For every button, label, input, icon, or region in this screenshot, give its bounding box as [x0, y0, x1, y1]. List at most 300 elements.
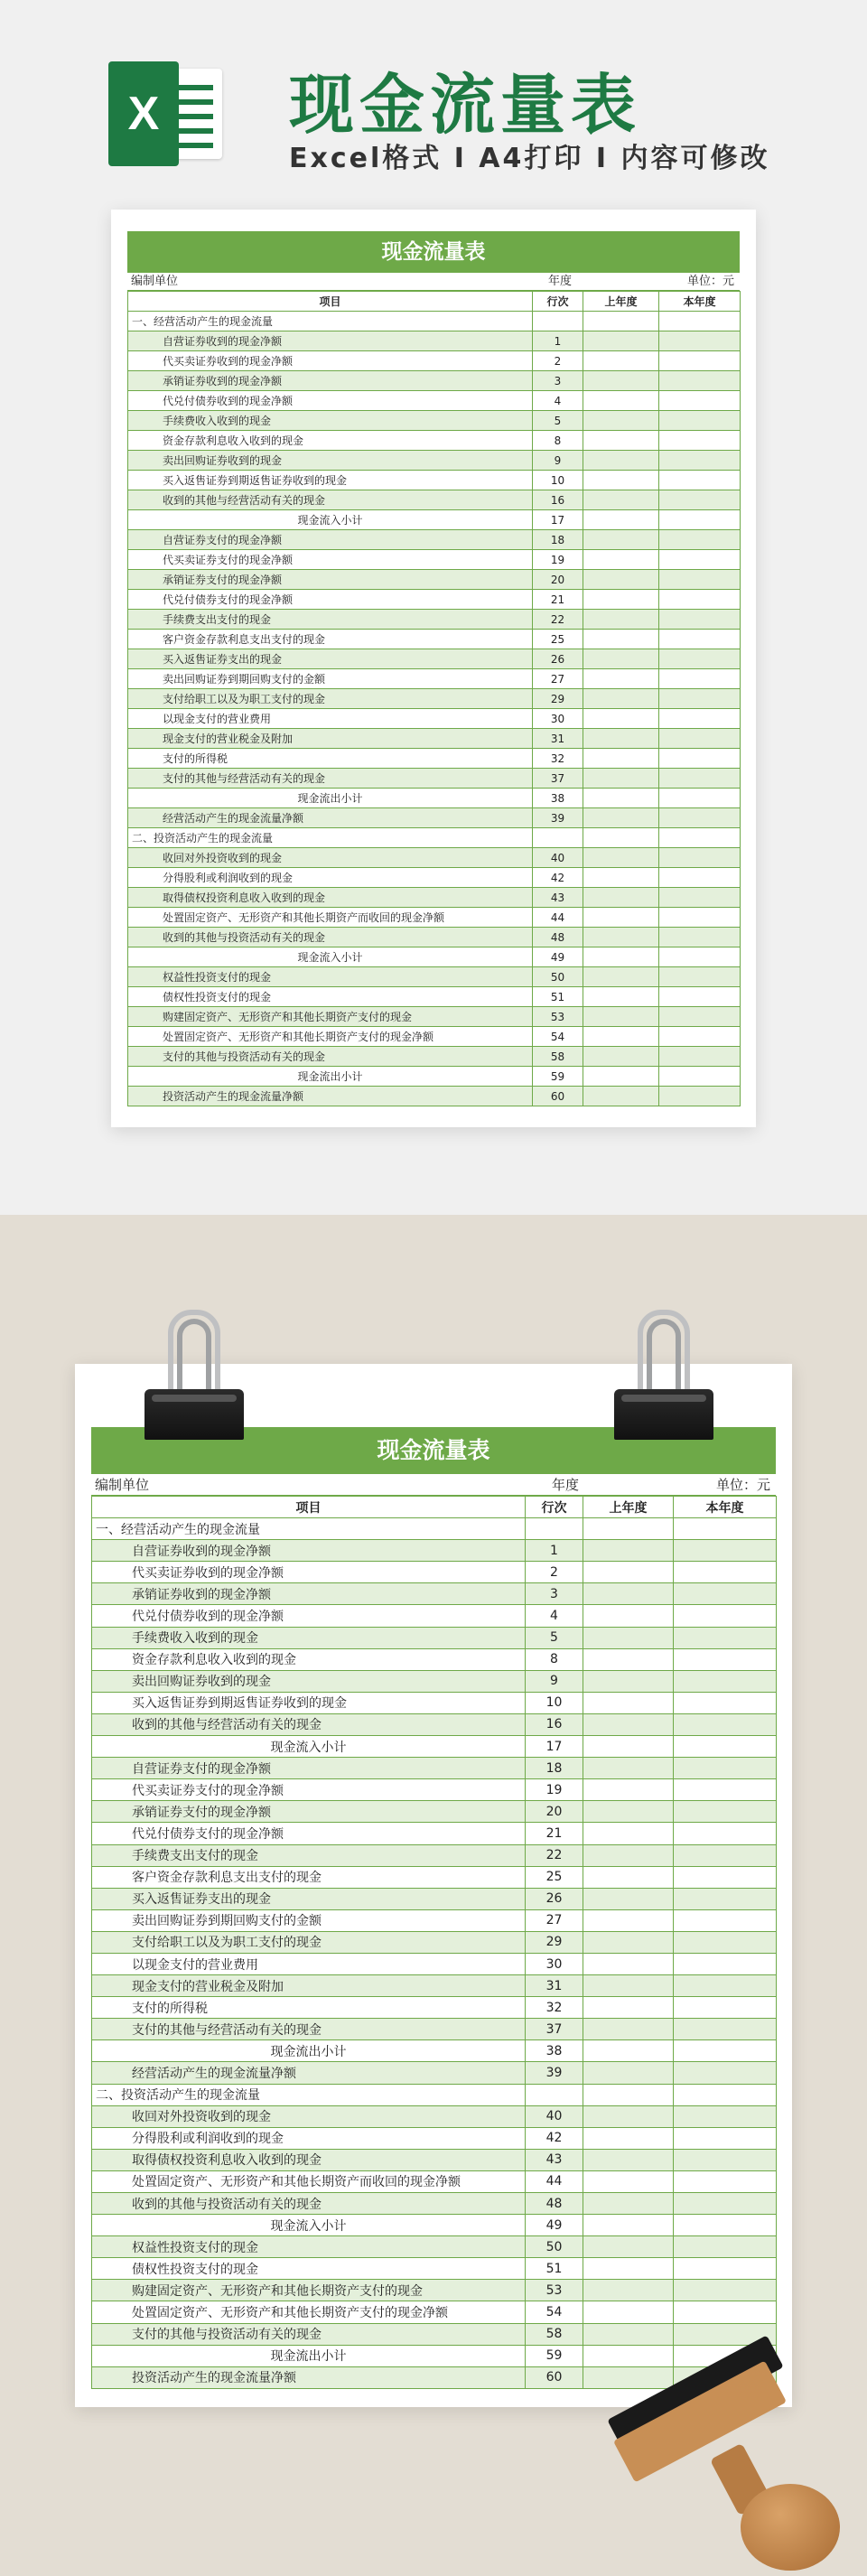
row-item-label: 现金流入小计	[128, 947, 533, 967]
row-number: 49	[526, 2215, 583, 2236]
row-item-label: 收到的其他与投资活动有关的现金	[128, 928, 533, 947]
row-prev-year-value[interactable]	[583, 451, 659, 471]
row-number: 54	[526, 2301, 583, 2323]
row-this-year-value[interactable]	[659, 590, 741, 610]
table-header-row	[92, 1497, 777, 1518]
cash-flow-table	[127, 291, 741, 1106]
row-this-year-value[interactable]	[659, 391, 741, 411]
row-prev-year-value[interactable]	[583, 1067, 659, 1087]
table-row	[128, 1007, 741, 1027]
row-prev-year-value[interactable]	[583, 669, 659, 689]
table-row	[128, 590, 741, 610]
row-this-year-value[interactable]	[659, 530, 741, 550]
row-item-label: 二、投资活动产生的现金流量	[128, 828, 533, 848]
row-item-label: 分得股利或利润收到的现金	[92, 2127, 526, 2149]
row-prev-year-value[interactable]	[583, 371, 659, 391]
row-item-label: 代买卖证券收到的现金净额	[128, 351, 533, 371]
row-number: 2	[526, 1562, 583, 1583]
row-prev-year-value[interactable]	[583, 1844, 674, 1866]
table-row	[92, 1670, 777, 1692]
row-this-year-value[interactable]	[659, 610, 741, 630]
header-no: 行次	[526, 1497, 583, 1518]
row-number	[533, 312, 583, 331]
row-prev-year-value[interactable]	[583, 1518, 674, 1540]
row-item-label: 处置固定资产、无形资产和其他长期资产支付的现金净额	[128, 1027, 533, 1047]
row-prev-year-value[interactable]	[583, 2301, 674, 2323]
row-this-year-value[interactable]	[659, 1007, 741, 1027]
row-number: 26	[533, 649, 583, 669]
table-row	[128, 689, 741, 709]
table-row	[128, 630, 741, 649]
table-row	[92, 1823, 777, 1844]
table-row	[92, 1888, 777, 1909]
row-item-label: 买入返售证券到期返售证券收到的现金	[128, 471, 533, 490]
table-row	[92, 2062, 777, 2084]
header-prev-year: 上年度	[583, 1497, 674, 1518]
table-row	[92, 2301, 777, 2323]
row-number	[526, 1518, 583, 1540]
row-this-year-value[interactable]	[674, 1713, 777, 1735]
row-number: 29	[526, 1931, 583, 1953]
table-row	[128, 530, 741, 550]
row-number: 1	[526, 1540, 583, 1562]
table-row	[128, 371, 741, 391]
row-this-year-value[interactable]	[674, 2258, 777, 2280]
row-this-year-value[interactable]	[674, 1540, 777, 1562]
row-prev-year-value[interactable]	[583, 1692, 674, 1713]
row-item-label: 卖出回购证券到期回购支付的金额	[128, 669, 533, 689]
row-prev-year-value[interactable]	[583, 967, 659, 987]
table-row	[128, 1047, 741, 1067]
row-prev-year-value[interactable]	[583, 1562, 674, 1583]
table-row	[92, 1736, 777, 1758]
row-number: 60	[533, 1087, 583, 1106]
sheet-title: 现金流量表	[127, 231, 740, 273]
row-number: 18	[526, 1758, 583, 1779]
row-prev-year-value[interactable]	[583, 928, 659, 947]
row-number: 29	[533, 689, 583, 709]
row-prev-year-value[interactable]	[583, 1648, 674, 1670]
row-this-year-value[interactable]	[674, 2019, 777, 2040]
table-row	[128, 490, 741, 510]
row-prev-year-value[interactable]	[583, 947, 659, 967]
row-prev-year-value[interactable]	[583, 1007, 659, 1027]
row-number: 17	[533, 510, 583, 530]
row-this-year-value[interactable]	[674, 1779, 777, 1801]
row-prev-year-value[interactable]	[583, 1627, 674, 1648]
row-item-label: 现金支付的营业税金及附加	[128, 729, 533, 749]
row-this-year-value[interactable]	[659, 510, 741, 530]
table-row	[128, 411, 741, 431]
row-prev-year-value[interactable]	[583, 570, 659, 590]
row-prev-year-value[interactable]	[583, 2149, 674, 2170]
row-prev-year-value[interactable]	[583, 1027, 659, 1047]
row-number: 38	[533, 789, 583, 808]
row-number: 39	[526, 2062, 583, 2084]
row-number: 50	[526, 2236, 583, 2258]
row-this-year-value[interactable]	[674, 1931, 777, 1953]
row-item-label: 取得债权投资利息收入收到的现金	[92, 2149, 526, 2170]
row-item-label: 手续费支出支付的现金	[128, 610, 533, 630]
row-item-label: 支付的其他与投资活动有关的现金	[128, 1047, 533, 1067]
row-prev-year-value[interactable]	[583, 828, 659, 848]
table-row	[92, 1909, 777, 1931]
row-number: 31	[526, 1975, 583, 1997]
row-number: 25	[533, 630, 583, 649]
row-number: 59	[533, 1067, 583, 1087]
row-this-year-value[interactable]	[659, 431, 741, 451]
table-row	[128, 1087, 741, 1106]
row-prev-year-value[interactable]	[583, 1758, 674, 1779]
table-row	[92, 2280, 777, 2301]
row-number: 44	[533, 908, 583, 928]
table-row	[128, 908, 741, 928]
row-prev-year-value[interactable]	[583, 2193, 674, 2215]
sheet-preview-1	[111, 210, 756, 1127]
row-prev-year-value[interactable]	[583, 649, 659, 669]
table-row	[128, 649, 741, 669]
table-row	[92, 2170, 777, 2192]
row-prev-year-value[interactable]	[583, 1909, 674, 1931]
row-prev-year-value[interactable]	[583, 1975, 674, 1997]
row-item-label: 代买卖证券支付的现金净额	[128, 550, 533, 570]
row-prev-year-value[interactable]	[583, 490, 659, 510]
row-prev-year-value[interactable]	[583, 2105, 674, 2127]
row-number: 3	[526, 1583, 583, 1605]
row-this-year-value[interactable]	[674, 1801, 777, 1823]
row-this-year-value[interactable]	[674, 2040, 777, 2062]
row-item-label: 一、经营活动产生的现金流量	[128, 312, 533, 331]
row-item-label: 处置固定资产、无形资产和其他长期资产而收回的现金净额	[92, 2170, 526, 2192]
row-prev-year-value[interactable]	[583, 1779, 674, 1801]
row-number: 54	[533, 1027, 583, 1047]
row-prev-year-value[interactable]	[583, 789, 659, 808]
row-prev-year-value[interactable]	[583, 1931, 674, 1953]
row-number: 58	[533, 1047, 583, 1067]
row-prev-year-value[interactable]	[583, 351, 659, 371]
row-this-year-value[interactable]	[674, 1518, 777, 1540]
table-row	[128, 789, 741, 808]
row-this-year-value[interactable]	[659, 868, 741, 888]
row-prev-year-value[interactable]	[583, 2323, 674, 2345]
row-this-year-value[interactable]	[674, 2280, 777, 2301]
row-this-year-value[interactable]	[674, 2062, 777, 2084]
table-row	[92, 1931, 777, 1953]
row-this-year-value[interactable]	[659, 749, 741, 769]
row-prev-year-value[interactable]	[583, 1583, 674, 1605]
row-prev-year-value[interactable]	[583, 2215, 674, 2236]
row-item-label: 收到的其他与经营活动有关的现金	[128, 490, 533, 510]
row-this-year-value[interactable]	[674, 1975, 777, 1997]
row-prev-year-value[interactable]	[583, 1866, 674, 1888]
row-prev-year-value[interactable]	[583, 729, 659, 749]
row-number: 21	[526, 1823, 583, 1844]
row-prev-year-value[interactable]	[583, 709, 659, 729]
row-item-label: 债权性投资支付的现金	[92, 2258, 526, 2280]
table-row	[128, 510, 741, 530]
row-this-year-value[interactable]	[674, 2236, 777, 2258]
table-row	[92, 1844, 777, 1866]
row-this-year-value[interactable]	[659, 1087, 741, 1106]
row-item-label: 支付的所得税	[128, 749, 533, 769]
table-row	[128, 391, 741, 411]
row-item-label: 买入返售证券支出的现金	[92, 1888, 526, 1909]
row-number: 21	[533, 590, 583, 610]
row-this-year-value[interactable]	[674, 1866, 777, 1888]
table-row	[92, 2149, 777, 2170]
row-prev-year-value[interactable]	[583, 610, 659, 630]
row-item-label: 自营证券收到的现金净额	[92, 1540, 526, 1562]
row-this-year-value[interactable]	[674, 1648, 777, 1670]
table-row	[128, 749, 741, 769]
row-item-label: 卖出回购证券收到的现金	[92, 1670, 526, 1692]
row-this-year-value[interactable]	[674, 2084, 777, 2105]
row-this-year-value[interactable]	[659, 1067, 741, 1087]
row-item-label: 经营活动产生的现金流量净额	[128, 808, 533, 828]
row-prev-year-value[interactable]	[583, 1997, 674, 2019]
row-prev-year-value[interactable]	[583, 1605, 674, 1627]
row-this-year-value[interactable]	[659, 351, 741, 371]
row-item-label: 处置固定资产、无形资产和其他长期资产而收回的现金净额	[128, 908, 533, 928]
row-item-label: 卖出回购证券收到的现金	[128, 451, 533, 471]
row-item-label: 承销证券支付的现金净额	[128, 570, 533, 590]
row-item-label: 购建固定资产、无形资产和其他长期资产支付的现金	[128, 1007, 533, 1027]
row-this-year-value[interactable]	[659, 550, 741, 570]
row-prev-year-value[interactable]	[583, 590, 659, 610]
row-prev-year-value[interactable]	[583, 2062, 674, 2084]
row-prev-year-value[interactable]	[583, 1670, 674, 1692]
row-number: 5	[533, 411, 583, 431]
table-row	[128, 431, 741, 451]
row-prev-year-value[interactable]	[583, 471, 659, 490]
row-this-year-value[interactable]	[659, 709, 741, 729]
row-item-label: 以现金支付的营业费用	[92, 1953, 526, 1974]
row-prev-year-value[interactable]	[583, 749, 659, 769]
hero-title: 现金流量表	[289, 67, 642, 143]
table-row	[128, 1027, 741, 1047]
row-prev-year-value[interactable]	[583, 689, 659, 709]
row-prev-year-value[interactable]	[583, 1801, 674, 1823]
row-item-label: 支付的所得税	[92, 1997, 526, 2019]
row-this-year-value[interactable]	[659, 331, 741, 351]
table-row	[92, 1540, 777, 1562]
sheet-preview-2	[75, 1364, 792, 2407]
table-row	[92, 1975, 777, 1997]
row-this-year-value[interactable]	[659, 411, 741, 431]
row-this-year-value[interactable]	[674, 1562, 777, 1583]
row-number: 32	[526, 1997, 583, 2019]
table-row	[92, 1562, 777, 1583]
row-item-label: 经营活动产生的现金流量净额	[92, 2062, 526, 2084]
binder-clip-icon	[614, 1310, 713, 1445]
row-this-year-value[interactable]	[674, 2105, 777, 2127]
table-row	[92, 2215, 777, 2236]
row-this-year-value[interactable]	[674, 2215, 777, 2236]
row-prev-year-value[interactable]	[583, 848, 659, 868]
row-prev-year-value[interactable]	[583, 312, 659, 331]
row-item-label: 购建固定资产、无形资产和其他长期资产支付的现金	[92, 2280, 526, 2301]
row-this-year-value[interactable]	[659, 689, 741, 709]
row-this-year-value[interactable]	[659, 669, 741, 689]
row-this-year-value[interactable]	[659, 789, 741, 808]
row-prev-year-value[interactable]	[583, 2170, 674, 2192]
row-prev-year-value[interactable]	[583, 331, 659, 351]
currency-label: 单位：元	[686, 275, 734, 288]
row-this-year-value[interactable]	[659, 828, 741, 848]
row-prev-year-value[interactable]	[583, 987, 659, 1007]
row-prev-year-value[interactable]	[583, 1540, 674, 1562]
hero-subtitle: Excel格式 I A4打印 I 内容可修改	[289, 143, 770, 174]
row-this-year-value[interactable]	[659, 451, 741, 471]
row-number: 20	[526, 1801, 583, 1823]
row-prev-year-value[interactable]	[583, 530, 659, 550]
row-number: 30	[533, 709, 583, 729]
row-prev-year-value[interactable]	[583, 2040, 674, 2062]
table-row	[92, 2084, 777, 2105]
unit-label: 编制单位	[131, 275, 179, 288]
row-number: 60	[526, 2366, 583, 2388]
row-this-year-value[interactable]	[659, 769, 741, 789]
row-this-year-value[interactable]	[659, 630, 741, 649]
row-this-year-value[interactable]	[659, 1047, 741, 1067]
row-this-year-value[interactable]	[674, 1736, 777, 1758]
row-this-year-value[interactable]	[659, 649, 741, 669]
row-this-year-value[interactable]	[674, 1627, 777, 1648]
row-item-label: 自营证券支付的现金净额	[92, 1758, 526, 1779]
table-row	[92, 1866, 777, 1888]
row-prev-year-value[interactable]	[583, 888, 659, 908]
row-item-label: 代兑付债券收到的现金净额	[128, 391, 533, 411]
row-item-label: 手续费收入收到的现金	[92, 1627, 526, 1648]
row-prev-year-value[interactable]	[583, 2236, 674, 2258]
row-this-year-value[interactable]	[659, 987, 741, 1007]
row-this-year-value[interactable]	[674, 1823, 777, 1844]
row-prev-year-value[interactable]	[583, 630, 659, 649]
row-this-year-value[interactable]	[674, 1670, 777, 1692]
row-this-year-value[interactable]	[659, 729, 741, 749]
table-row	[92, 1605, 777, 1627]
row-prev-year-value[interactable]	[583, 2127, 674, 2149]
row-prev-year-value[interactable]	[583, 510, 659, 530]
row-number: 19	[526, 1779, 583, 1801]
row-this-year-value[interactable]	[659, 848, 741, 868]
row-this-year-value[interactable]	[659, 808, 741, 828]
row-prev-year-value[interactable]	[583, 411, 659, 431]
row-prev-year-value[interactable]	[583, 1087, 659, 1106]
row-this-year-value[interactable]	[674, 1692, 777, 1713]
row-prev-year-value[interactable]	[583, 1823, 674, 1844]
row-prev-year-value[interactable]	[583, 2019, 674, 2040]
row-prev-year-value[interactable]	[583, 808, 659, 828]
row-item-label: 支付给职工以及为职工支付的现金	[128, 689, 533, 709]
row-this-year-value[interactable]	[659, 967, 741, 987]
row-number: 16	[533, 490, 583, 510]
table-row	[128, 808, 741, 828]
row-this-year-value[interactable]	[674, 2301, 777, 2323]
row-prev-year-value[interactable]	[583, 769, 659, 789]
row-this-year-value[interactable]	[659, 947, 741, 967]
row-this-year-value[interactable]	[674, 1583, 777, 1605]
row-item-label: 自营证券收到的现金净额	[128, 331, 533, 351]
table-row	[92, 1627, 777, 1648]
row-this-year-value[interactable]	[659, 570, 741, 590]
row-this-year-value[interactable]	[659, 908, 741, 928]
table-row	[128, 351, 741, 371]
row-this-year-value[interactable]	[674, 1605, 777, 1627]
table-row	[92, 2323, 777, 2345]
table-row	[92, 1518, 777, 1540]
row-item-label: 现金支付的营业税金及附加	[92, 1975, 526, 1997]
row-item-label: 分得股利或利润收到的现金	[128, 868, 533, 888]
row-this-year-value[interactable]	[674, 1888, 777, 1909]
row-this-year-value[interactable]	[659, 1027, 741, 1047]
table-row	[128, 888, 741, 908]
row-item-label: 收回对外投资收到的现金	[128, 848, 533, 868]
table-row	[128, 331, 741, 351]
sheet-meta-row	[91, 1474, 776, 1496]
row-prev-year-value[interactable]	[583, 1888, 674, 1909]
row-number: 27	[526, 1909, 583, 1931]
row-prev-year-value[interactable]	[583, 391, 659, 411]
row-this-year-value[interactable]	[674, 1758, 777, 1779]
row-item-label: 二、投资活动产生的现金流量	[92, 2084, 526, 2105]
row-prev-year-value[interactable]	[583, 1736, 674, 1758]
row-this-year-value[interactable]	[674, 2127, 777, 2149]
row-prev-year-value[interactable]	[583, 2258, 674, 2280]
row-number: 9	[533, 451, 583, 471]
row-this-year-value[interactable]	[674, 2170, 777, 2192]
row-item-label: 处置固定资产、无形资产和其他长期资产支付的现金净额	[92, 2301, 526, 2323]
row-this-year-value[interactable]	[659, 371, 741, 391]
row-prev-year-value[interactable]	[583, 2084, 674, 2105]
row-this-year-value[interactable]	[674, 2193, 777, 2215]
row-this-year-value[interactable]	[659, 490, 741, 510]
row-prev-year-value[interactable]	[583, 908, 659, 928]
row-prev-year-value[interactable]	[583, 2280, 674, 2301]
row-item-label: 现金流出小计	[92, 2040, 526, 2062]
preview-top-section	[0, 0, 867, 1215]
row-number: 49	[533, 947, 583, 967]
sheet-meta-row	[127, 273, 740, 291]
row-item-label: 取得债权投资利息收入收到的现金	[128, 888, 533, 908]
row-item-label: 投资活动产生的现金流量净额	[92, 2366, 526, 2388]
row-number: 39	[533, 808, 583, 828]
row-this-year-value[interactable]	[659, 888, 741, 908]
row-item-label: 现金流出小计	[128, 789, 533, 808]
row-this-year-value[interactable]	[674, 2149, 777, 2170]
row-this-year-value[interactable]	[674, 1844, 777, 1866]
header-item: 项目	[128, 292, 533, 312]
row-prev-year-value[interactable]	[583, 1047, 659, 1067]
row-this-year-value[interactable]	[674, 1953, 777, 1974]
row-prev-year-value[interactable]	[583, 1713, 674, 1735]
row-item-label: 支付给职工以及为职工支付的现金	[92, 1931, 526, 1953]
row-this-year-value[interactable]	[674, 1997, 777, 2019]
row-item-label: 资金存款利息收入收到的现金	[92, 1648, 526, 1670]
row-prev-year-value[interactable]	[583, 550, 659, 570]
row-prev-year-value[interactable]	[583, 431, 659, 451]
table-row	[92, 2019, 777, 2040]
row-number: 4	[533, 391, 583, 411]
row-prev-year-value[interactable]	[583, 868, 659, 888]
row-prev-year-value[interactable]	[583, 1953, 674, 1974]
row-this-year-value[interactable]	[659, 312, 741, 331]
row-number: 48	[526, 2193, 583, 2215]
row-this-year-value[interactable]	[674, 1909, 777, 1931]
row-this-year-value[interactable]	[659, 928, 741, 947]
row-this-year-value[interactable]	[659, 471, 741, 490]
row-item-label: 现金流入小计	[92, 2215, 526, 2236]
